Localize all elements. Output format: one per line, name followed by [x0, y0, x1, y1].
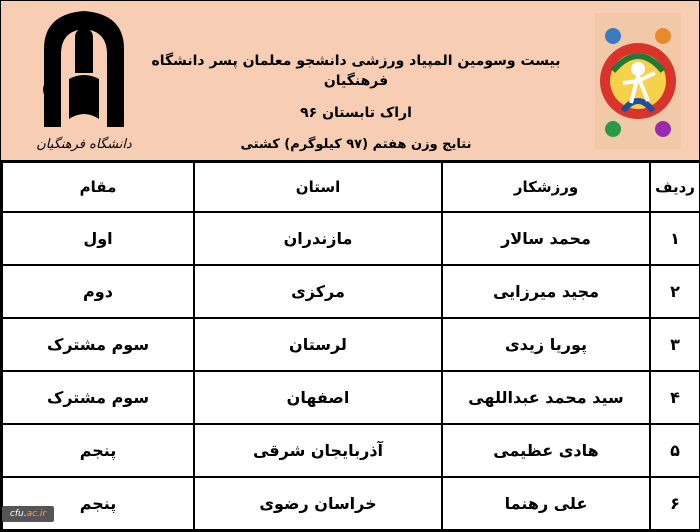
rank-label: دوم	[2, 265, 194, 318]
table-row	[2, 212, 700, 265]
athlete-name: مجید میرزایی	[442, 265, 650, 318]
table-header-row	[2, 162, 700, 212]
province-name: لرستان	[194, 318, 442, 371]
table-row	[2, 477, 700, 530]
row-index: ۶	[650, 477, 700, 530]
rank-label: سوم مشترک	[2, 318, 194, 371]
column-header-province: استان	[194, 162, 442, 212]
watermark-prefix: cfu.	[9, 509, 27, 519]
olympiad-emblem	[593, 11, 683, 151]
table-row	[2, 318, 700, 371]
athlete-name: سید محمد عبداللهی	[442, 371, 650, 424]
event-title: بیست وسومین المپیاد ورزشی دانشجو معلمان پسر دانشگاه فرهنگیان	[151, 53, 561, 89]
row-index: ۲	[650, 265, 700, 318]
watermark-accent: ac.ir	[26, 509, 47, 519]
table-row	[2, 371, 700, 424]
logo-caption: دانشگاه فرهنگیان	[36, 137, 132, 152]
province-name: آذربایجان شرقی	[194, 424, 442, 477]
farhangian-university-logo	[29, 9, 139, 154]
province-name: مرکزی	[194, 265, 442, 318]
row-index: ۱	[650, 212, 700, 265]
province-name: اصفهان	[194, 371, 442, 424]
results-table	[1, 161, 700, 531]
province-name: خراسان رضوی	[194, 477, 442, 530]
province-name: مازندران	[194, 212, 442, 265]
athlete-name: پوریا زیدی	[442, 318, 650, 371]
row-index: ۵	[650, 424, 700, 477]
athlete-name: علی رهنما	[442, 477, 650, 530]
site-watermark	[2, 506, 54, 522]
column-header-athlete: ورزشکار	[442, 162, 650, 212]
rank-label: سوم مشترک	[2, 371, 194, 424]
header-title-block	[151, 51, 561, 155]
row-index: ۳	[650, 318, 700, 371]
rank-label: اول	[2, 212, 194, 265]
rank-label: پنجم	[2, 424, 194, 477]
header-banner	[1, 1, 699, 162]
results-title: نتایج وزن هفتم (۹۷ کیلوگرم) کشتی	[240, 137, 472, 152]
event-location-date: اراک تابستان ۹۶	[300, 105, 412, 121]
column-header-index: ردیف	[650, 162, 700, 212]
rank-label: پنجم	[2, 477, 194, 530]
row-index: ۴	[650, 371, 700, 424]
athlete-name: محمد سالار	[442, 212, 650, 265]
athlete-name: هادی عظیمی	[442, 424, 650, 477]
column-header-rank: مقام	[2, 162, 194, 212]
table-row	[2, 424, 700, 477]
table-row	[2, 265, 700, 318]
